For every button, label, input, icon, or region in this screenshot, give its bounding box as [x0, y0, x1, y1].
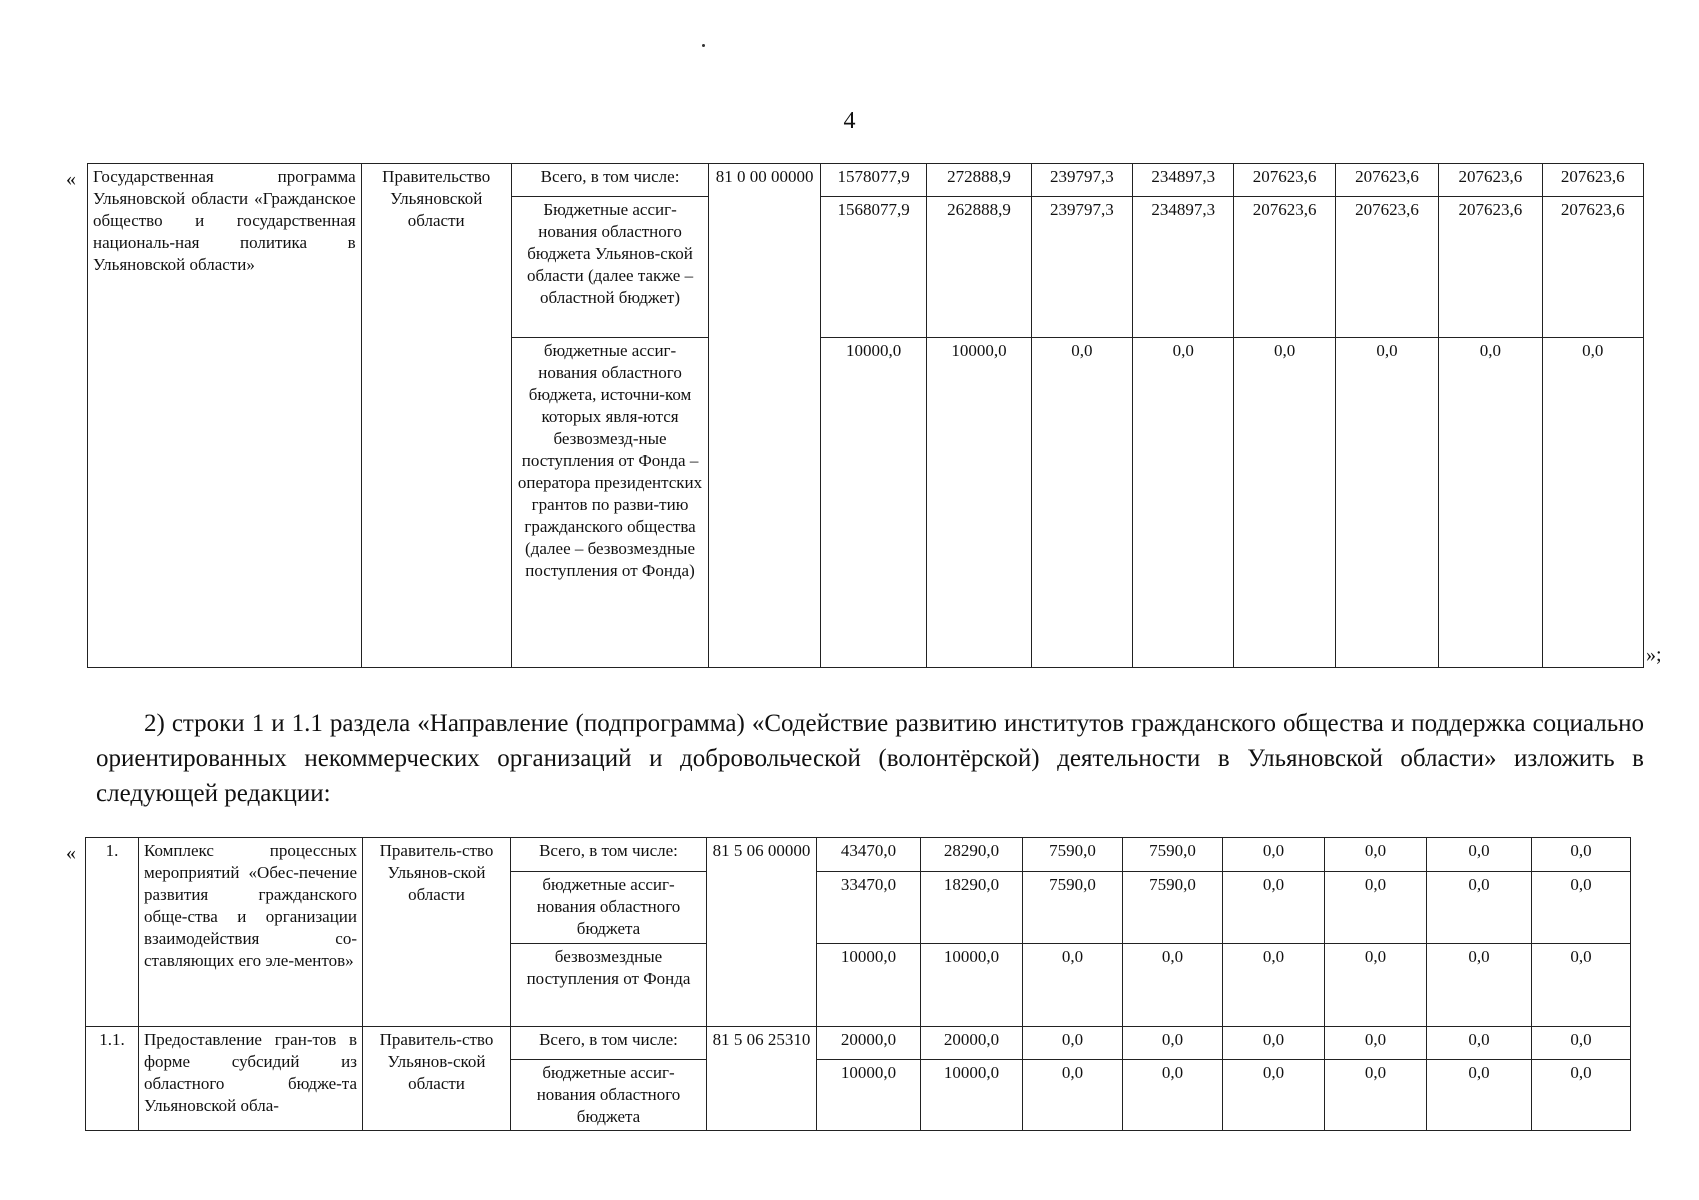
opening-quote-2: « [66, 842, 76, 864]
value-cell: 0,0 [1325, 1060, 1427, 1131]
value-cell: 20000,0 [817, 1027, 921, 1060]
value-cell: 0,0 [1439, 338, 1542, 668]
source-cell: Всего, в том числе: [511, 164, 709, 197]
value-cell: 0,0 [1223, 1060, 1325, 1131]
value-cell: 7590,0 [1123, 872, 1223, 944]
value-cell: 0,0 [1223, 838, 1325, 872]
value-cell: 207623,6 [1335, 164, 1438, 197]
value-cell: 1578077,9 [820, 164, 926, 197]
instruction-paragraph [96, 706, 1644, 811]
value-cell: 0,0 [1532, 1060, 1631, 1131]
code-cell: 81 5 06 25310 [707, 1027, 817, 1131]
table-row [88, 164, 1644, 197]
source-cell: Всего, в том числе: [511, 1027, 707, 1060]
value-cell: 0,0 [1542, 338, 1643, 668]
value-cell: 0,0 [1023, 944, 1123, 1027]
program-table [87, 163, 1644, 668]
value-cell: 234897,3 [1133, 197, 1234, 338]
source-cell: Бюджетные ассиг-нования областного бюджета Ульянов-ской области (далее также – областной бюджет) [511, 197, 709, 338]
program-name: Государственная программа Ульяновской области «Гражданское общество и государственная националь-ная политика в Ульяновской области» [88, 164, 362, 668]
value-cell: 33470,0 [817, 872, 921, 944]
executor-cell: Правитель-ство Ульянов-ской области [363, 1027, 511, 1131]
value-cell: 10000,0 [817, 944, 921, 1027]
value-cell: 0,0 [1427, 872, 1532, 944]
value-cell: 10000,0 [921, 944, 1023, 1027]
value-cell: 0,0 [1123, 1027, 1223, 1060]
value-cell: 272888,9 [927, 164, 1031, 197]
closing-quote: »; [1646, 644, 1662, 666]
value-cell: 0,0 [1325, 944, 1427, 1027]
value-cell: 10000,0 [820, 338, 926, 668]
item-number: 1.1. [86, 1027, 139, 1131]
value-cell: 239797,3 [1031, 197, 1132, 338]
value-cell: 43470,0 [817, 838, 921, 872]
source-cell: бюджетные ассиг-нования областного бюджета [511, 872, 707, 944]
value-cell: 7590,0 [1023, 872, 1123, 944]
value-cell: 18290,0 [921, 872, 1023, 944]
value-cell: 207623,6 [1234, 197, 1335, 338]
value-cell: 207623,6 [1234, 164, 1335, 197]
source-cell: безвозмездные поступления от Фонда [511, 944, 707, 1027]
value-cell: 0,0 [1023, 1027, 1123, 1060]
value-cell: 0,0 [1427, 1027, 1532, 1060]
page-number: 4 [843, 108, 856, 134]
value-cell: 20000,0 [921, 1027, 1023, 1060]
item-name: Предоставление гран-тов в форме субсидий из областного бюдже-та Ульяновской обла- [139, 1027, 363, 1131]
source-cell: бюджетные ассиг-нования областного бюджета, источни-ком которых явля-ются безвозмезд-ные поступления от Фонда – оператора президентских грантов по разви-тию гражданского общества (далее – безвозмездные поступления от Фонда) [511, 338, 709, 668]
value-cell: 0,0 [1223, 1027, 1325, 1060]
value-cell: 207623,6 [1542, 164, 1643, 197]
value-cell: 207623,6 [1335, 197, 1438, 338]
value-cell: 7590,0 [1023, 838, 1123, 872]
value-cell: 262888,9 [927, 197, 1031, 338]
value-cell: 0,0 [1123, 944, 1223, 1027]
executor-cell: Правитель-ство Ульянов-ской области [363, 838, 511, 1027]
value-cell: 0,0 [1335, 338, 1438, 668]
scan-speck [702, 44, 705, 47]
value-cell: 0,0 [1532, 1027, 1631, 1060]
value-cell: 10000,0 [921, 1060, 1023, 1131]
item-number: 1. [86, 838, 139, 1027]
value-cell: 0,0 [1223, 872, 1325, 944]
code-cell: 81 0 00 00000 [709, 164, 821, 668]
item-name: Комплекс процессных мероприятий «Обес-печение развития гражданского обще-ства и организации взаимодействия со-ставляющих его эле-ментов» [139, 838, 363, 1027]
value-cell: 234897,3 [1133, 164, 1234, 197]
value-cell: 1568077,9 [820, 197, 926, 338]
value-cell: 0,0 [1325, 838, 1427, 872]
value-cell: 0,0 [1427, 944, 1532, 1027]
value-cell: 207623,6 [1439, 197, 1542, 338]
value-cell: 0,0 [1223, 944, 1325, 1027]
value-cell: 0,0 [1023, 1060, 1123, 1131]
value-cell: 0,0 [1123, 1060, 1223, 1131]
value-cell: 0,0 [1133, 338, 1234, 668]
value-cell: 0,0 [1532, 944, 1631, 1027]
opening-quote-1: « [66, 168, 76, 190]
code-cell: 81 5 06 00000 [707, 838, 817, 1027]
executor-cell: Правительство Ульяновской области [361, 164, 511, 668]
value-cell: 0,0 [1427, 1060, 1532, 1131]
value-cell: 207623,6 [1542, 197, 1643, 338]
value-cell: 10000,0 [817, 1060, 921, 1131]
value-cell: 28290,0 [921, 838, 1023, 872]
paragraph-text: 2) строки 1 и 1.1 раздела «Направление (подпрограмма) «Содействие развитию институтов гражданского общества и поддержка социально ориентированных некоммерческих организаций и добровольческой (волонтёрской) деятельности в Ульяновской области» изложить в следующей редакции: [96, 710, 1644, 807]
table-row [86, 838, 1631, 872]
value-cell: 7590,0 [1123, 838, 1223, 872]
value-cell: 207623,6 [1439, 164, 1542, 197]
table-row [86, 1027, 1631, 1060]
value-cell: 239797,3 [1031, 164, 1132, 197]
value-cell: 0,0 [1427, 838, 1532, 872]
value-cell: 0,0 [1532, 838, 1631, 872]
value-cell: 0,0 [1234, 338, 1335, 668]
value-cell: 0,0 [1532, 872, 1631, 944]
source-cell: Всего, в том числе: [511, 838, 707, 872]
value-cell: 0,0 [1325, 872, 1427, 944]
value-cell: 0,0 [1325, 1027, 1427, 1060]
source-cell: бюджетные ассиг-нования областного бюджета [511, 1060, 707, 1131]
subprogram-table [85, 837, 1631, 1131]
value-cell: 10000,0 [927, 338, 1031, 668]
value-cell: 0,0 [1031, 338, 1132, 668]
